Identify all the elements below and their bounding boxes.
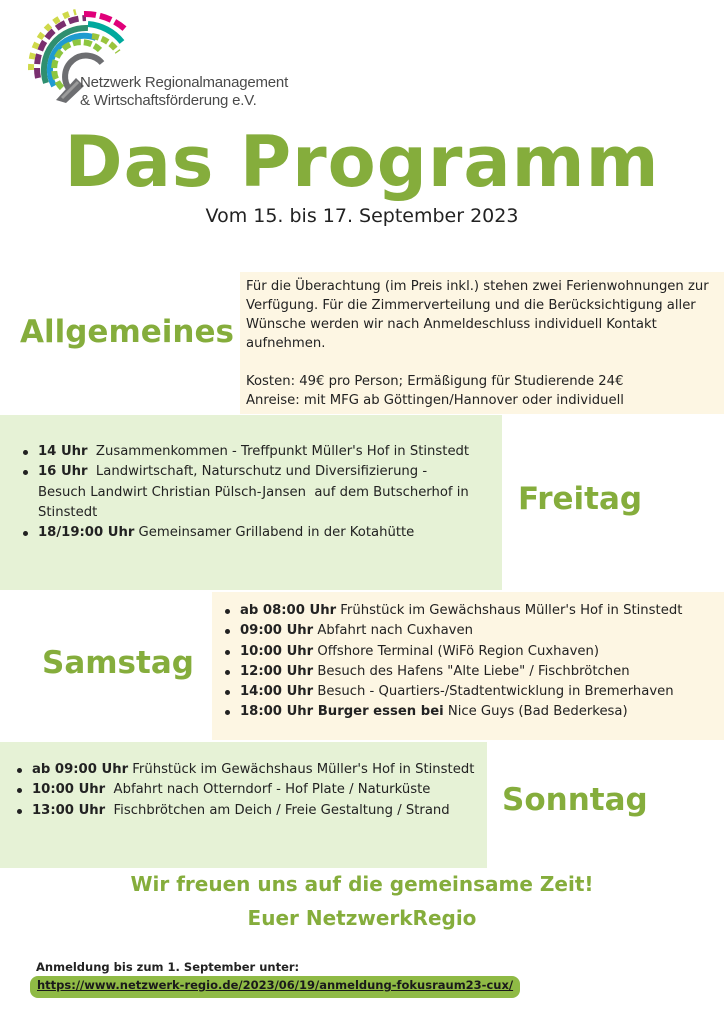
item-text: Abfahrt nach Cuxhaven	[313, 623, 473, 639]
list-item	[14, 780, 477, 800]
page-subtitle: Vom 15. bis 17. September 2023	[205, 205, 519, 227]
item-time: 18:00 Uhr Burger essen bei	[240, 704, 444, 720]
list-item	[222, 702, 716, 722]
item-text: Besuch des Hafens "Alte Liebe" / Fischbrötchen	[313, 663, 630, 679]
freitag-heading: Freitag	[518, 481, 643, 517]
item-time: 12:00 Uhr	[240, 663, 314, 679]
item-text: Besuch - Quartiers-/Stadtentwicklung in Bremerhaven	[313, 684, 674, 700]
logo-line-2: & Wirtschaftsförderung e.V.	[80, 92, 257, 109]
list-item	[14, 801, 477, 821]
logo-line-1: Netzwerk Regionalmanagement	[80, 74, 289, 91]
registration-link[interactable]: https://www.netzwerk-regio.de/2023/06/19/anmeldung-fokusraum23-cux/	[30, 976, 520, 998]
allgemeines-box	[240, 272, 724, 414]
freitag-list	[20, 442, 472, 543]
item-text: Landwirtschaft, Naturschutz und Diversifizierung - Besuch Landwirt Christian Pülsch-Jansen auf dem Butscherhof in Stinstedt	[38, 464, 473, 520]
item-time: ab 08:00 Uhr	[240, 603, 337, 618]
anreise-text: Anreise: mit MFG ab Göttingen/Hannover oder individuell	[246, 393, 624, 408]
samstag-list	[222, 601, 716, 723]
list-item	[222, 662, 716, 682]
list-item	[222, 642, 716, 662]
item-time: 13:00 Uhr	[32, 802, 106, 818]
list-item	[222, 682, 716, 702]
list-item	[222, 621, 716, 641]
sonntag-heading: Sonntag	[502, 782, 648, 818]
allgemeines-paragraph: Für die Überachtung (im Preis inkl.) stehen zwei Ferienwohnungen zur Verfügung. Für die Zimmerverteilung und die Berücksichtigung aller Wünsche werden wir nach Anmeldeschluss individuell Kontakt aufnehmen.	[246, 279, 709, 351]
list-item	[20, 523, 472, 543]
list-item	[20, 462, 472, 523]
list-item	[20, 442, 472, 462]
item-time: 14 Uhr	[38, 444, 88, 459]
item-text: Frühstück im Gewächshaus Müller's Hof in Stinstedt	[128, 762, 475, 777]
item-text: Gemeinsamer Grillabend in der Kotahütte	[134, 525, 415, 541]
item-time: 10:00 Uhr	[32, 782, 106, 798]
item-time: 16 Uhr	[38, 464, 88, 480]
logo-text	[80, 74, 288, 110]
item-time: 09:00 Uhr	[240, 623, 314, 639]
freitag-box	[0, 415, 502, 590]
registration-label: Anmeldung bis zum 1. September unter:	[36, 960, 300, 974]
item-time: 14:00 Uhr	[240, 684, 314, 700]
item-text: Nice Guys (Bad Bederkesa)	[443, 704, 628, 720]
item-text: Fischbrötchen am Deich / Freie Gestaltung / Strand	[105, 802, 450, 818]
item-text: Zusammenkommen - Treffpunkt Müller's Hof in Stinstedt	[87, 444, 470, 459]
list-item	[14, 760, 477, 780]
page-title: Das Programm	[64, 121, 660, 203]
closing-line-2: Euer NetzwerkRegio	[247, 906, 477, 930]
samstag-heading: Samstag	[42, 645, 194, 681]
item-text: Abfahrt nach Otterndorf - Hof Plate / Naturküste	[105, 782, 431, 798]
list-item	[222, 601, 716, 621]
samstag-box	[212, 592, 724, 740]
logo	[26, 8, 296, 118]
kosten-text: Kosten: 49€ pro Person; Ermäßigung für Studierende 24€	[246, 374, 624, 389]
allgemeines-heading: Allgemeines	[20, 314, 234, 350]
item-time: ab 09:00 Uhr	[32, 762, 129, 777]
closing-line-1: Wir freuen uns auf die gemeinsame Zeit!	[130, 872, 594, 896]
item-time: 10:00 Uhr	[240, 643, 314, 659]
item-time: 18/19:00 Uhr	[38, 525, 135, 541]
item-text: Frühstück im Gewächshaus Müller's Hof in Stinstedt	[336, 603, 683, 618]
sonntag-box	[0, 742, 487, 868]
item-text: Offshore Terminal (WiFö Region Cuxhaven)	[313, 643, 599, 659]
sonntag-list	[14, 760, 477, 821]
